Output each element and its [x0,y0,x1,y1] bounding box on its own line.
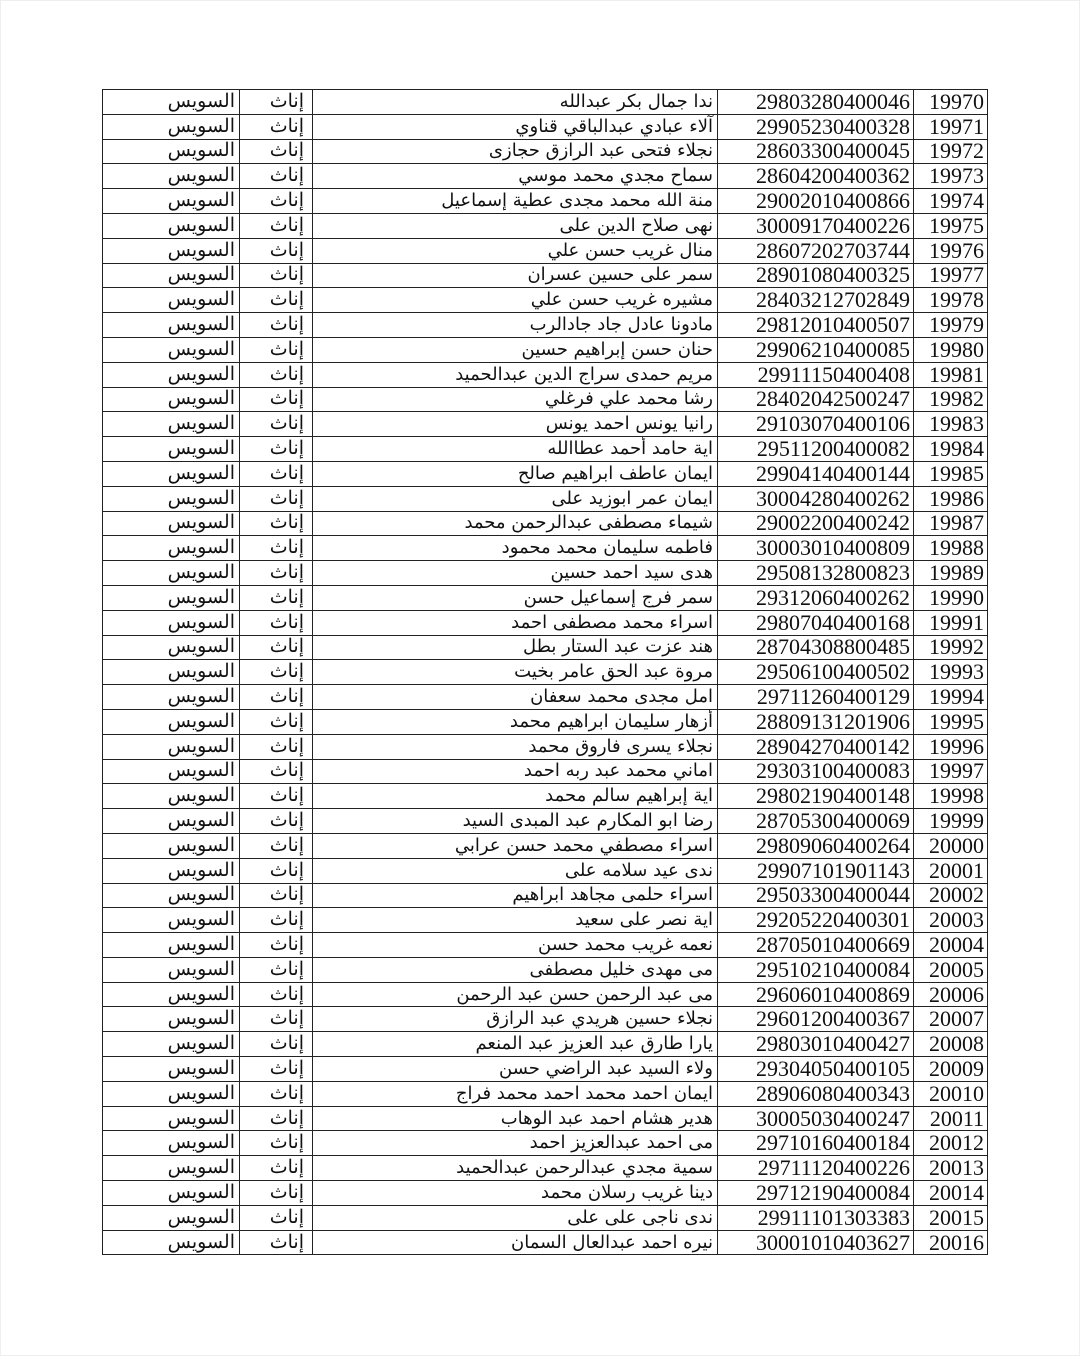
name-cell: منة الله محمد مجدى عطية إسماعيل [313,189,718,214]
table-row [103,734,988,759]
serial-cell: 19972 [914,139,988,164]
national-id-cell: 29606010400869 [718,982,914,1007]
city-cell: السويس [103,114,240,139]
national-id-cell: 29711260400129 [718,685,914,710]
national-id-cell: 29802190400148 [718,784,914,809]
city-cell: السويس [103,1032,240,1057]
name-cell: اسراء محمد مصطفى احمد [313,610,718,635]
name-cell: سمر فرج إسماعيل حسن [313,585,718,610]
gender-cell: إناث [240,858,313,883]
gender-cell: إناث [240,437,313,462]
name-cell: مادونا عادل جاد جادالرب [313,313,718,338]
serial-cell: 19973 [914,164,988,189]
city-cell: السويس [103,1205,240,1230]
city-cell: السويس [103,90,240,115]
national-id-cell: 29601200400367 [718,1007,914,1032]
city-cell: السويس [103,1131,240,1156]
table-row [103,461,988,486]
serial-cell: 20002 [914,883,988,908]
gender-cell: إناث [240,585,313,610]
gender-cell: إناث [240,1131,313,1156]
city-cell: السويس [103,337,240,362]
name-cell: نهى صلاح الدين على [313,213,718,238]
serial-cell: 19977 [914,263,988,288]
table-row [103,883,988,908]
gender-cell: إناث [240,982,313,1007]
name-cell: منال غريب حسن علي [313,238,718,263]
national-id-cell: 29803010400427 [718,1032,914,1057]
city-cell: السويس [103,437,240,462]
city-cell: السويس [103,189,240,214]
serial-cell: 19994 [914,685,988,710]
city-cell: السويس [103,536,240,561]
city-cell: السويس [103,685,240,710]
name-cell: اية إبراهيم سالم محمد [313,784,718,809]
city-cell: السويس [103,734,240,759]
national-id-cell: 30004280400262 [718,486,914,511]
name-cell: مى عبد الرحمن حسن عبد الرحمن [313,982,718,1007]
serial-cell: 20012 [914,1131,988,1156]
city-cell: السويس [103,1181,240,1206]
name-cell: مى احمد عبدالعزيز احمد [313,1131,718,1156]
serial-cell: 20013 [914,1156,988,1181]
gender-cell: إناث [240,883,313,908]
name-cell: اية حامد أحمد عطاالله [313,437,718,462]
gender-cell: إناث [240,1156,313,1181]
table-row [103,486,988,511]
city-cell: السويس [103,213,240,238]
serial-cell: 20005 [914,957,988,982]
names-table [102,89,988,1255]
serial-cell: 20004 [914,933,988,958]
serial-cell: 19979 [914,313,988,338]
name-cell: مشيره غريب حسن علي [313,288,718,313]
serial-cell: 19981 [914,362,988,387]
table-row [103,809,988,834]
city-cell: السويس [103,1106,240,1131]
gender-cell: إناث [240,908,313,933]
gender-cell: إناث [240,90,313,115]
national-id-cell: 28904270400142 [718,734,914,759]
serial-cell: 20000 [914,833,988,858]
serial-cell: 20006 [914,982,988,1007]
table-row [103,337,988,362]
gender-cell: إناث [240,189,313,214]
table-row [103,189,988,214]
city-cell: السويس [103,635,240,660]
city-cell: السويس [103,288,240,313]
national-id-cell: 29303100400083 [718,759,914,784]
national-id-cell: 28901080400325 [718,263,914,288]
city-cell: السويس [103,809,240,834]
name-cell: ندى عيد سلامه على [313,858,718,883]
serial-cell: 19976 [914,238,988,263]
name-cell: نعمه غريب محمد حسن [313,933,718,958]
name-cell: ايمان عاطف ابراهيم صالح [313,461,718,486]
national-id-cell: 28704308800485 [718,635,914,660]
gender-cell: إناث [240,536,313,561]
serial-cell: 19971 [914,114,988,139]
gender-cell: إناث [240,1081,313,1106]
name-cell: سمية مجدي عبدالرحمن عبدالحميد [313,1156,718,1181]
national-id-cell: 28607202703744 [718,238,914,263]
city-cell: السويس [103,1081,240,1106]
serial-cell: 19975 [914,213,988,238]
table-row [103,561,988,586]
name-cell: ندا جمال بكر عبدالله [313,90,718,115]
gender-cell: إناث [240,784,313,809]
gender-cell: إناث [240,486,313,511]
city-cell: السويس [103,511,240,536]
serial-cell: 19970 [914,90,988,115]
city-cell: السويس [103,759,240,784]
serial-cell: 19986 [914,486,988,511]
serial-cell: 19992 [914,635,988,660]
gender-cell: إناث [240,164,313,189]
city-cell: السويس [103,908,240,933]
table-row [103,511,988,536]
national-id-cell: 28705010400669 [718,933,914,958]
gender-cell: إناث [240,412,313,437]
name-cell: ولاء السيد عبد الراضي حسن [313,1057,718,1082]
national-id-cell: 29103070400106 [718,412,914,437]
name-cell: نجلاء حسين هريدي عبد الرازق [313,1007,718,1032]
serial-cell: 19980 [914,337,988,362]
name-cell: اسراء مصطفي محمد حسن عرابي [313,833,718,858]
gender-cell: إناث [240,1106,313,1131]
serial-cell: 19997 [914,759,988,784]
table-row [103,908,988,933]
gender-cell: إناث [240,313,313,338]
serial-cell: 19984 [914,437,988,462]
gender-cell: إناث [240,139,313,164]
city-cell: السويس [103,362,240,387]
name-cell: ايمان احمد محمد احمد محمد فراج [313,1081,718,1106]
serial-cell: 20009 [914,1057,988,1082]
table-row [103,164,988,189]
table-row [103,784,988,809]
national-id-cell: 28603300400045 [718,139,914,164]
table-row [103,1032,988,1057]
table-row [103,412,988,437]
gender-cell: إناث [240,362,313,387]
serial-cell: 19985 [914,461,988,486]
gender-cell: إناث [240,734,313,759]
table-row [103,982,988,1007]
table-row [103,759,988,784]
name-cell: مريم حمدى سراج الدين عبدالحميد [313,362,718,387]
serial-cell: 19983 [914,412,988,437]
table-row [103,1181,988,1206]
city-cell: السويس [103,883,240,908]
serial-cell: 19982 [914,387,988,412]
name-cell: نجلاء فتحى عبد الرازق حجازى [313,139,718,164]
city-cell: السويس [103,461,240,486]
serial-cell: 20011 [914,1106,988,1131]
table-row [103,635,988,660]
table-row [103,685,988,710]
name-cell: ندى ناجى على على [313,1205,718,1230]
gender-cell: إناث [240,114,313,139]
national-id-cell: 30001010403627 [718,1230,914,1255]
name-cell: حنان حسن إبراهيم حسين [313,337,718,362]
city-cell: السويس [103,660,240,685]
gender-cell: إناث [240,759,313,784]
national-id-cell: 28906080400343 [718,1081,914,1106]
national-id-cell: 28402042500247 [718,387,914,412]
name-cell: اية نصر على سعيد [313,908,718,933]
city-cell: السويس [103,784,240,809]
serial-cell: 19989 [914,561,988,586]
gender-cell: إناث [240,1032,313,1057]
national-id-cell: 30003010400809 [718,536,914,561]
national-id-cell: 29807040400168 [718,610,914,635]
table-row [103,933,988,958]
national-id-cell: 29711120400226 [718,1156,914,1181]
name-cell: هدى سيد احمد حسين [313,561,718,586]
city-cell: السويس [103,1057,240,1082]
gender-cell: إناث [240,1230,313,1255]
name-cell: هدير هشام احمد عبد الوهاب [313,1106,718,1131]
gender-cell: إناث [240,1007,313,1032]
serial-cell: 20008 [914,1032,988,1057]
national-id-cell: 29511200400082 [718,437,914,462]
national-id-cell: 29911101303383 [718,1205,914,1230]
gender-cell: إناث [240,933,313,958]
city-cell: السويس [103,610,240,635]
serial-cell: 20016 [914,1230,988,1255]
table-row [103,263,988,288]
table-row [103,1205,988,1230]
national-id-cell: 28403212702849 [718,288,914,313]
national-id-cell: 29503300400044 [718,883,914,908]
serial-cell: 20015 [914,1205,988,1230]
name-cell: يارا طارق عبد العزيز عبد المنعم [313,1032,718,1057]
city-cell: السويس [103,957,240,982]
name-cell: سماح مجدي محمد موسي [313,164,718,189]
national-id-cell: 29907101901143 [718,858,914,883]
name-cell: شيماء مصطفى عبدالرحمن محمد [313,511,718,536]
city-cell: السويس [103,1156,240,1181]
gender-cell: إناث [240,610,313,635]
gender-cell: إناث [240,511,313,536]
national-id-cell: 29712190400084 [718,1181,914,1206]
table-row [103,1007,988,1032]
national-id-cell: 29905230400328 [718,114,914,139]
table-row [103,585,988,610]
table-row [103,1131,988,1156]
national-id-cell: 29205220400301 [718,908,914,933]
gender-cell: إناث [240,635,313,660]
city-cell: السويس [103,313,240,338]
serial-cell: 19995 [914,709,988,734]
city-cell: السويس [103,1007,240,1032]
table-row [103,1057,988,1082]
city-cell: السويس [103,933,240,958]
city-cell: السويس [103,486,240,511]
table-row [103,536,988,561]
national-id-cell: 29510210400084 [718,957,914,982]
national-id-cell: 29002200400242 [718,511,914,536]
gender-cell: إناث [240,957,313,982]
gender-cell: إناث [240,238,313,263]
name-cell: امل مجدى محمد سعفان [313,685,718,710]
name-cell: مروة عبد الحق عامر بخيت [313,660,718,685]
city-cell: السويس [103,387,240,412]
gender-cell: إناث [240,1057,313,1082]
national-id-cell: 29304050400105 [718,1057,914,1082]
national-id-cell: 29312060400262 [718,585,914,610]
city-cell: السويس [103,164,240,189]
table-row [103,238,988,263]
gender-cell: إناث [240,461,313,486]
serial-cell: 19991 [914,610,988,635]
name-cell: اسراء حلمى مجاهد ابراهيم [313,883,718,908]
city-cell: السويس [103,561,240,586]
name-cell: مى مهدى خليل مصطفى [313,957,718,982]
city-cell: السويس [103,709,240,734]
table-row [103,362,988,387]
serial-cell: 19987 [914,511,988,536]
table-row [103,114,988,139]
table-row [103,213,988,238]
table-row [103,1106,988,1131]
table-row [103,660,988,685]
table-row [103,139,988,164]
table-row [103,437,988,462]
city-cell: السويس [103,585,240,610]
serial-cell: 19978 [914,288,988,313]
national-id-cell: 29508132800823 [718,561,914,586]
name-cell: دينا غريب رسلان محمد [313,1181,718,1206]
national-id-cell: 30005030400247 [718,1106,914,1131]
national-id-cell: 29506100400502 [718,660,914,685]
serial-cell: 20007 [914,1007,988,1032]
city-cell: السويس [103,238,240,263]
serial-cell: 19990 [914,585,988,610]
gender-cell: إناث [240,387,313,412]
national-id-cell: 29809060400264 [718,833,914,858]
serial-cell: 20010 [914,1081,988,1106]
city-cell: السويس [103,982,240,1007]
gender-cell: إناث [240,1205,313,1230]
city-cell: السويس [103,858,240,883]
city-cell: السويس [103,263,240,288]
serial-cell: 20001 [914,858,988,883]
name-cell: رانيا يونس احمد يونس [313,412,718,437]
name-cell: رضا ابو المكارم عبد المبدى السيد [313,809,718,834]
gender-cell: إناث [240,213,313,238]
gender-cell: إناث [240,809,313,834]
gender-cell: إناث [240,660,313,685]
table-row [103,90,988,115]
gender-cell: إناث [240,337,313,362]
gender-cell: إناث [240,561,313,586]
table-row [103,709,988,734]
table-row [103,387,988,412]
gender-cell: إناث [240,833,313,858]
serial-cell: 19999 [914,809,988,834]
name-cell: آلاء عبادي عبدالباقي قناوي [313,114,718,139]
table-row [103,288,988,313]
national-id-cell: 29803280400046 [718,90,914,115]
name-cell: رشا محمد علي فرغلي [313,387,718,412]
city-cell: السويس [103,833,240,858]
name-cell: نيره احمد عبدالعال السمان [313,1230,718,1255]
serial-cell: 19996 [914,734,988,759]
national-id-cell: 28809131201906 [718,709,914,734]
table-row [103,313,988,338]
national-id-cell: 29911150400408 [718,362,914,387]
national-id-cell: 29906210400085 [718,337,914,362]
national-id-cell: 29812010400507 [718,313,914,338]
gender-cell: إناث [240,288,313,313]
name-cell: اماني محمد عبد ربه احمد [313,759,718,784]
gender-cell: إناث [240,685,313,710]
name-cell: ايمان عمر ابوزيد على [313,486,718,511]
city-cell: السويس [103,1230,240,1255]
national-id-cell: 30009170400226 [718,213,914,238]
city-cell: السويس [103,412,240,437]
table-row [103,610,988,635]
table-row [103,858,988,883]
gender-cell: إناث [240,709,313,734]
serial-cell: 19993 [914,660,988,685]
national-id-cell: 29710160400184 [718,1131,914,1156]
serial-cell: 19988 [914,536,988,561]
name-cell: هند عزت عبد الستار بطل [313,635,718,660]
national-id-cell: 28604200400362 [718,164,914,189]
name-cell: نجلاء يسرى فاروق محمد [313,734,718,759]
table-row [103,833,988,858]
serial-cell: 20003 [914,908,988,933]
city-cell: السويس [103,139,240,164]
name-cell: فاطمه سليمان محمد محمود [313,536,718,561]
gender-cell: إناث [240,263,313,288]
name-cell: سمر على حسين عسران [313,263,718,288]
national-id-cell: 28705300400069 [718,809,914,834]
table-row [103,957,988,982]
serial-cell: 19974 [914,189,988,214]
national-id-cell: 29002010400866 [718,189,914,214]
serial-cell: 20014 [914,1181,988,1206]
serial-cell: 19998 [914,784,988,809]
table-row [103,1230,988,1255]
table-body [103,90,988,1255]
table-row [103,1156,988,1181]
gender-cell: إناث [240,1181,313,1206]
name-cell: أزهار سليمان ابراهيم محمد [313,709,718,734]
national-id-cell: 29904140400144 [718,461,914,486]
table-row [103,1081,988,1106]
